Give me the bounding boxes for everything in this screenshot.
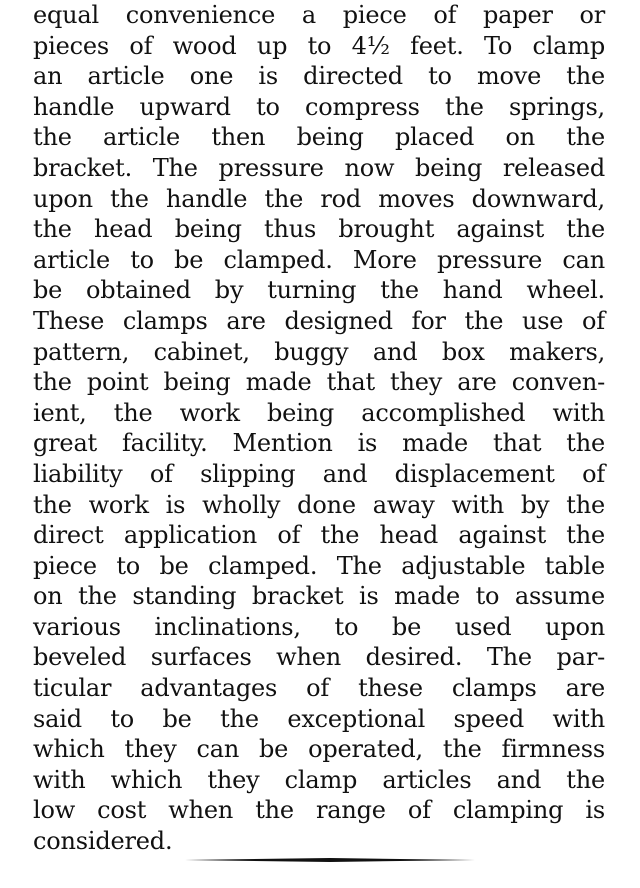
- text-line-2: pieces of wood up to 4½ feet. To clamp: [33, 31, 605, 60]
- text-line-9: article to be clamped. More pressure can: [33, 245, 605, 274]
- text-line-5: the article then being placed on the: [33, 123, 605, 152]
- text-line-25: which they can be operated, the firmness: [33, 735, 605, 764]
- text-line-14: ient, the work being accomplished with: [33, 398, 605, 427]
- end-of-article-dash-rule: [185, 858, 475, 862]
- text-line-4: handle upward to compress the springs,: [33, 92, 605, 121]
- text-line-22: beveled surfaces when desired. The par-: [33, 643, 605, 672]
- text-line-13: the point being made that they are conven-: [33, 368, 605, 397]
- text-line-7: upon the handle the rod moves downward,: [33, 184, 605, 213]
- text-line-24: said to be the exceptional speed with: [33, 704, 605, 733]
- article-text-column: [33, 0, 605, 857]
- text-line-12: pattern, cabinet, buggy and box makers,: [33, 337, 605, 366]
- text-line-27: low cost when the range of clamping is: [33, 796, 605, 825]
- text-line-8: the head being thus brought against the: [33, 215, 605, 244]
- text-line-19: piece to be clamped. The adjustable table: [33, 551, 605, 580]
- text-line-21: various inclinations, to be used upon: [33, 612, 605, 641]
- text-line-20: on the standing bracket is made to assume: [33, 582, 605, 611]
- text-line-17: the work is wholly done away with by the: [33, 490, 605, 519]
- text-line-6: bracket. The pressure now being released: [33, 153, 605, 182]
- text-line-3: an article one is directed to move the: [33, 62, 605, 91]
- text-line-18: direct application of the head against the: [33, 521, 605, 550]
- text-line-10: be obtained by turning the hand wheel.: [33, 276, 605, 305]
- text-line-15: great facility. Mention is made that the: [33, 429, 605, 458]
- text-line-26: with which they clamp articles and the: [33, 765, 605, 794]
- text-line-16: liability of slipping and displacement of: [33, 459, 605, 488]
- text-line-1: equal convenience a piece of paper or: [33, 1, 605, 29]
- text-line-11: These clamps are designed for the use of: [33, 306, 605, 335]
- text-line-28: considered.: [33, 827, 173, 856]
- text-line-23: ticular advantages of these clamps are: [33, 674, 605, 703]
